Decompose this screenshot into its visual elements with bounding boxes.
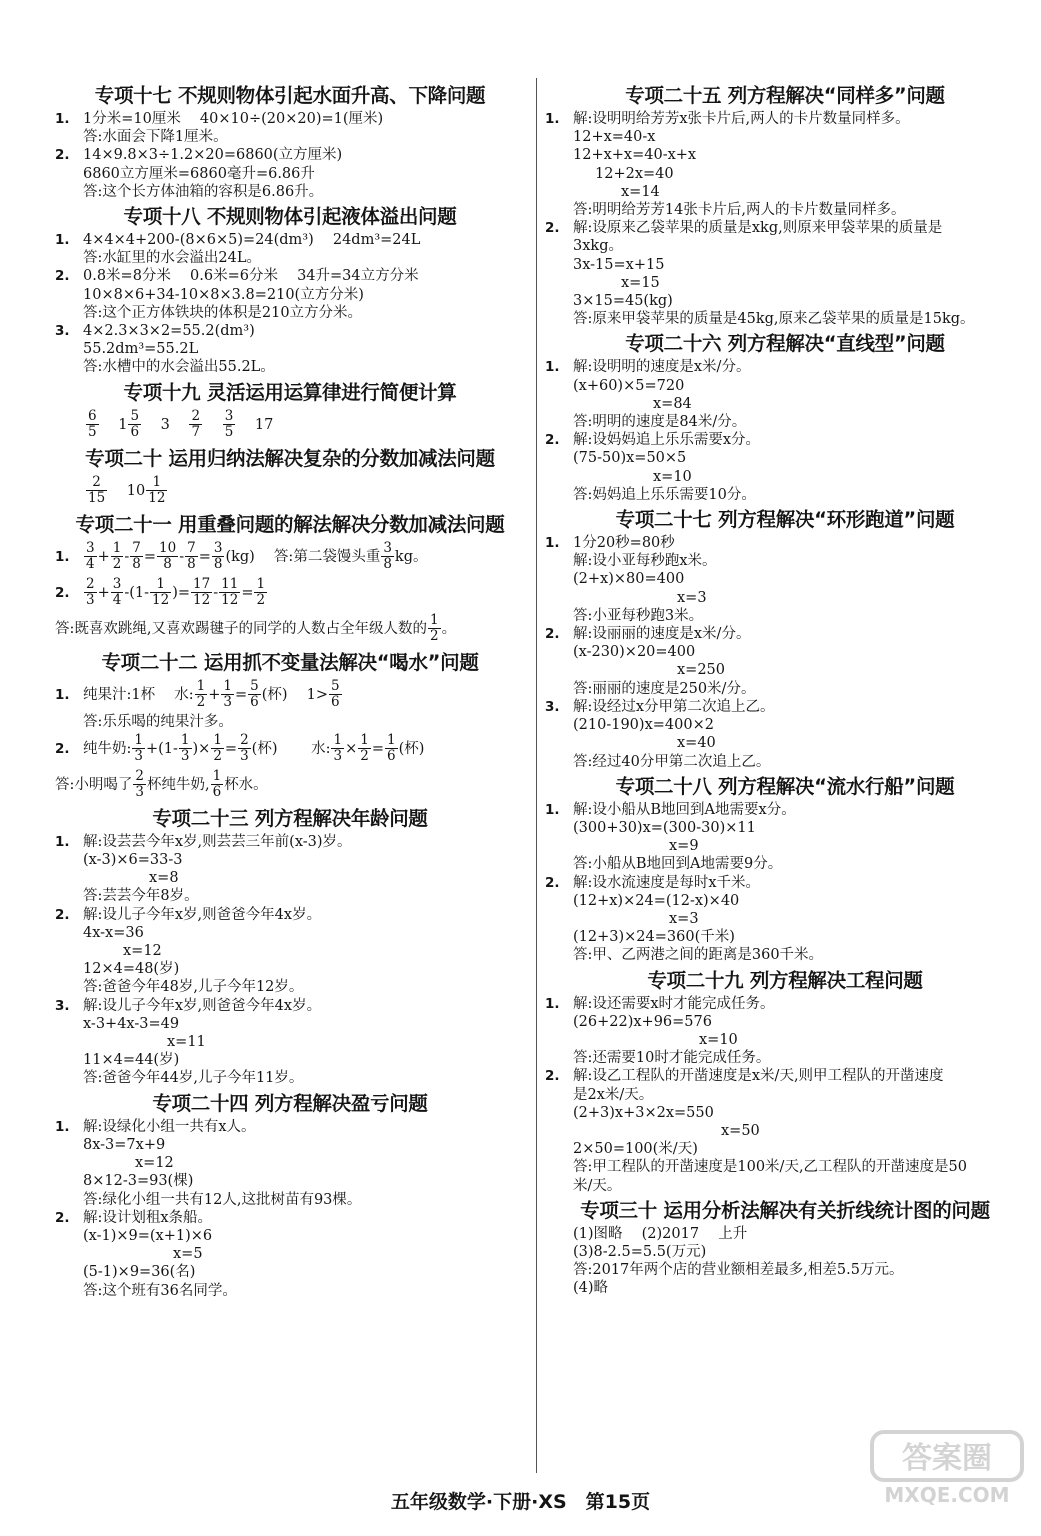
fraction: $\frac{5}{6}$ <box>130 407 140 441</box>
answer-line: 解:设计划租x条船。 <box>83 1209 213 1226</box>
answer-line: 答:乐乐喝的纯果汁多。 <box>83 713 233 730</box>
fraction: $\frac{3}{5}$ <box>224 407 234 441</box>
answer-line: 答:水面会下降1厘米。 <box>83 129 228 146</box>
section-title: 专项十八 不规则物体引起液体溢出问题 <box>123 205 457 229</box>
section-title: 专项二十一 用重叠问题的解法解决分数加减法问题 <box>75 512 505 536</box>
answer-line: 10×8×6+34-10×8×3.8=210(立方分米) <box>83 286 364 303</box>
right-column: 专项二十五 列方程解决“同样多”问题 1. 解:设明明给芳芳x张卡片后,两人的卡片数量同样多。 12+x=40-x 12+x+x=40-x+x 12+2x=40 x=14 答:明明给芳芳14张卡片后,两人的卡片数量同样多。 2. 解:设原来乙袋苹果的质量是xkg,则原来甲袋苹果的质量是 3xkg。 3x-15=x+15 x=15 3×15=45(kg) 答:原来甲袋苹果的质量是45kg,原来乙袋苹果的质量是15kg。 专项二十六 列方程解决“直线型”问题 1. 解:设明明的速度是x米/分。 (x+60)×5=720 x=84 答:明明的速度是84米/分。 2. 解:设妈妈追上乐乐需要x分。 (75-50)x=50×5 x=10 答:妈妈追上乐乐需要10分。 专项二十七 列方程解决“环形跑道”问题 1. 1分20秒=80秒 解:设小亚每秒跑x米。 (2+x)×80=400 x=3 答:小亚每秒跑3米。 2. 解:设丽丽的速度是x米/分。 (x-230)×20=400 x=250 答:丽丽的速度是250米/分。 3. 解:设经过x分甲第二次追上乙。 (210-190)x=400×2 x=40 答:经过40分甲第二次追上乙。 专项二十八 列方程解决“流水行船”问题 1. 解:设小船从B地回到A地需要x分。 (300+30)x=(300-30)×11 x=9 答:小船从B地回到A地需要9分。 2. 解:设水流速度是每时x千米。 (12+x)×24=(12-x)×40 x=3 (12+3)×24=360(千米) 答:甲、乙两港之间的距离是360千米。 专项二十九 列方程解决工程问题 1. 解:设还需要x时才能完成任务。 (26+22)x+96=576 x=10 答:还需要10时才能完成任务。 2. 解:设乙工程队的开凿速度是x米/天,则甲工程队的开凿速度 是2x米/天。 (2+3)x+3×2x=550 x=50 2×50=100(米/天) 答:甲工程队的开凿速度是100米/天,乙工程队的开凿速度是50 米/天。 专项三十 运用分析法解决有关折线统计图的问题 (1)图略 (2)2017 上升 (3)8-2.5=5.5(万元) 答:2017年两个店的营业额相差最多,相差5.5万元。 (4)略 <box>545 80 1025 1298</box>
section-title: 专项二十五 列方程解决“同样多”问题 <box>625 84 945 107</box>
left-column: 专项十七 不规则物体引起水面升高、下降问题 1. 1分米=10厘米 40×10÷(20×20)=1(厘米) 答:水面会下降1厘米。 2. 14×9.8×3÷1.2×20=6860(立方厘米) 6860立方厘米=6860毫升=6.86升 答:这个长方体油箱的容积是6.86升。 专项十八 不规则物体引起液体溢出问题 1. 4×4×4+200-(8×6×5)=24(dm³) 24dm³=24L 答:水缸里的水会溢出24L。 2. 0.8米=8分米 0.6米=6分米 34升=34立方分米 10×8×6+34-10×8×3.8=210(立方分米) 答:这个正方体铁块的体积是210立方分米。 3. 4×2.3×3×2=55.2(dm³) 55.2dm³=55.2L 答:水槽中的水会溢出55.2L。 专项十九 灵活运用运算律进行简便计算 $\frac{6}{5}$ 1 $\frac{5}{6}$ 3 $\frac{2}{7}$ $\frac{3}{5}$ 17 专项二十 运用归纳法解决复杂的分数加减法问题 $\frac{2}{15}$ 10 $\frac{1}{12}$ 专项二十一 用重叠问题的解法解决分数加减法问题 1. $\frac{3}{4}$ + $\frac{1}{2}$ - $\frac{7}{8}$ = $\frac{10}{8}$ - $\frac{7}{8}$ = $\frac{3}{8}$ (kg) 答:第二袋馒头重 $\frac{3}{8}$ kg。 2. $\frac{2}{3}$ + $\frac{3}{4}$ -(1- $\frac{1}{12}$ )= $\frac{17}{12}$ - $\frac{11}{12}$ = $\frac{1}{2}$ 答:既喜欢跳绳,又喜欢踢毽子的同学的人数占全年级人数的 $\frac{1}{2}$ 。 专项二十二 运用抓不变量法解决“喝水”问题 1. 纯果汁:1杯 水: $\frac{1}{2}$ + $\frac{1}{3}$ = $\frac{5}{6}$ (杯) 1> $\frac{5}{6}$ 答:乐乐喝的纯果汁多。 2. 纯牛奶: $\frac{1}{3}$ +(1- $\frac{1}{3}$ )× $\frac{1}{2}$ = $\frac{2}{3}$ (杯) 水: $\frac{1}{3}$ × $\frac{1}{2}$ = $\frac{1}{6}$ (杯) 答:小明喝了 $\frac{2}{3}$ 杯纯牛奶, $\frac{1}{6}$ 杯水。 专项二十三 列方程解决年龄问题 1. 解:设芸芸今年x岁,则芸芸三年前(x-3)岁。 (x-3)×6=33-3 x=8 答:芸芸今年8岁。 2. 解:设儿子今年x岁,则爸爸今年4x岁。 4x-x=36 x=12 12×4=48(岁) 答:爸爸今年48岁,儿子今年12岁。 3. 解:设儿子今年x岁,则爸爸今年4x岁。 x-3+4x-3=49 x=11 11×4=44(岁) 答:爸爸今年44岁,儿子今年11岁。 专项二十四 列方程解决盈亏问题 1. 解:设绿化小组一共有x人。 8x-3=7x+9 x=12 8×12-3=93(棵) 答:绿化小组一共有12人,这批树苗有93棵。 2. 解:设计划租x条船。 (x-1)×9=(x+1)×6 x=5 (5-1)×9=36(名) 答:这个班有36名同学。 <box>55 80 525 1300</box>
fraction-equation: 1. 纯果汁:1杯 水: $\frac{1}{2}$ + $\frac{1}{3}$ = $\frac{5}{6}$ (杯) 1> $\frac{5}{6}$ <box>55 677 340 711</box>
fraction: $\frac{2}{15}$ <box>88 473 106 507</box>
section-title: 专项二十六 列方程解决“直线型”问题 <box>625 332 945 356</box>
section-title: 专项二十四 列方程解决盈亏问题 <box>152 1091 428 1115</box>
section-title: 专项二十九 列方程解决工程问题 <box>647 968 923 992</box>
fraction-answers: $\frac{6}{5}$ 1 $\frac{5}{6}$ 3 $\frac{2}{7}$ $\frac{3}{5}$ 17 <box>88 407 274 441</box>
answer-line: 6860立方厘米=6860毫升=6.86升 <box>83 165 315 182</box>
answer-line: 答:这个长方体油箱的容积是6.86升。 <box>83 183 324 200</box>
section-title: 专项二十二 运用抓不变量法解决“喝水”问题 <box>101 650 479 674</box>
section-title: 专项二十三 列方程解决年龄问题 <box>152 806 428 830</box>
fraction-equation: 2. 纯牛奶: $\frac{1}{3}$ +(1- $\frac{1}{3}$ )× $\frac{1}{2}$ = $\frac{2}{3}$ (杯) 水: $\frac{1}{3}$ × $\frac{1}{2}$ = $\frac{1}{6}$ (杯) <box>55 731 425 765</box>
fraction-answers: $\frac{2}{15}$ 10 $\frac{1}{12}$ <box>88 473 166 507</box>
answer-line: 解:设儿子今年x岁,则爸爸今年4x岁。 <box>83 997 322 1014</box>
section-title: 专项十七 不规则物体引起水面升高、下降问题 <box>94 84 486 107</box>
answer-line: 答:这个正方体铁块的体积是210立方分米。 <box>83 304 363 321</box>
fraction-equation: 1. $\frac{3}{4}$ + $\frac{1}{2}$ - $\frac{7}{8}$ = $\frac{10}{8}$ - $\frac{7}{8}$ = $\frac{3}{8}$ (kg) 答:第二袋馒头重 $\frac{3}{8}$ kg。 <box>55 539 428 573</box>
fraction-equation: 2. $\frac{2}{3}$ + $\frac{3}{4}$ -(1- $\frac{1}{12}$ )= $\frac{17}{12}$ - $\frac{11}{12}$ = $\frac{1}{2}$ <box>55 575 266 609</box>
fraction: $\frac{2}{7}$ <box>191 407 201 441</box>
section-title: 专项三十 运用分析法解决有关折线统计图的问题 <box>580 1198 990 1222</box>
svg-text:MXQE.COM: MXQE.COM <box>884 1483 1010 1507</box>
answer-line: 答:既喜欢跳绳,又喜欢踢毽子的同学的人数占全年级人数的 $\frac{1}{2}$ 。 <box>55 611 457 645</box>
section-title: 专项二十 运用归纳法解决复杂的分数加减法问题 <box>85 446 495 470</box>
fraction: $\frac{1}{12}$ <box>148 473 166 507</box>
answer-line: 4×2.3×3×2=55.2(dm³) <box>83 323 255 340</box>
answer-line: 55.2dm³=55.2L <box>83 341 199 358</box>
section-title: 专项二十八 列方程解决“流水行船”问题 <box>615 774 955 798</box>
fraction: $\frac{6}{5}$ <box>88 407 97 441</box>
column-divider <box>536 78 537 1473</box>
answer-line: 答:小明喝了 $\frac{2}{3}$ 杯纯牛奶, $\frac{1}{6}$ 杯水。 <box>55 767 268 801</box>
watermark-logo <box>868 1428 1028 1508</box>
answer-line: 0.8米=8分米 0.6米=6分米 34升=34立方分米 <box>83 268 419 285</box>
answer-line: 1分米=10厘米 40×10÷(20×20)=1(厘米) <box>83 111 384 127</box>
answer-line: 解:设绿化小组一共有x人。 <box>83 1118 256 1135</box>
section-title: 专项二十七 列方程解决“环形跑道”问题 <box>615 508 955 532</box>
answer-line: 解:设芸芸今年x岁,则芸芸三年前(x-3)岁。 <box>83 833 352 850</box>
answer-line: 答:水槽中的水会溢出55.2L。 <box>83 359 275 376</box>
page-footer: 五年级数学·下册·XS 第15页 <box>390 1491 651 1513</box>
answer-line: 4×4×4+200-(8×6×5)=24(dm³) 24dm³=24L <box>83 232 421 249</box>
answer-line: 答:水缸里的水会溢出24L。 <box>83 250 261 267</box>
answer-line: 解:设儿子今年x岁,则爸爸今年4x岁。 <box>83 906 322 923</box>
svg-text:答案圈: 答案圈 <box>902 1441 992 1476</box>
answer-line: 14×9.8×3÷1.2×20=6860(立方厘米) <box>83 147 343 164</box>
section-title: 专项十九 灵活运用运算律进行简便计算 <box>123 380 457 404</box>
